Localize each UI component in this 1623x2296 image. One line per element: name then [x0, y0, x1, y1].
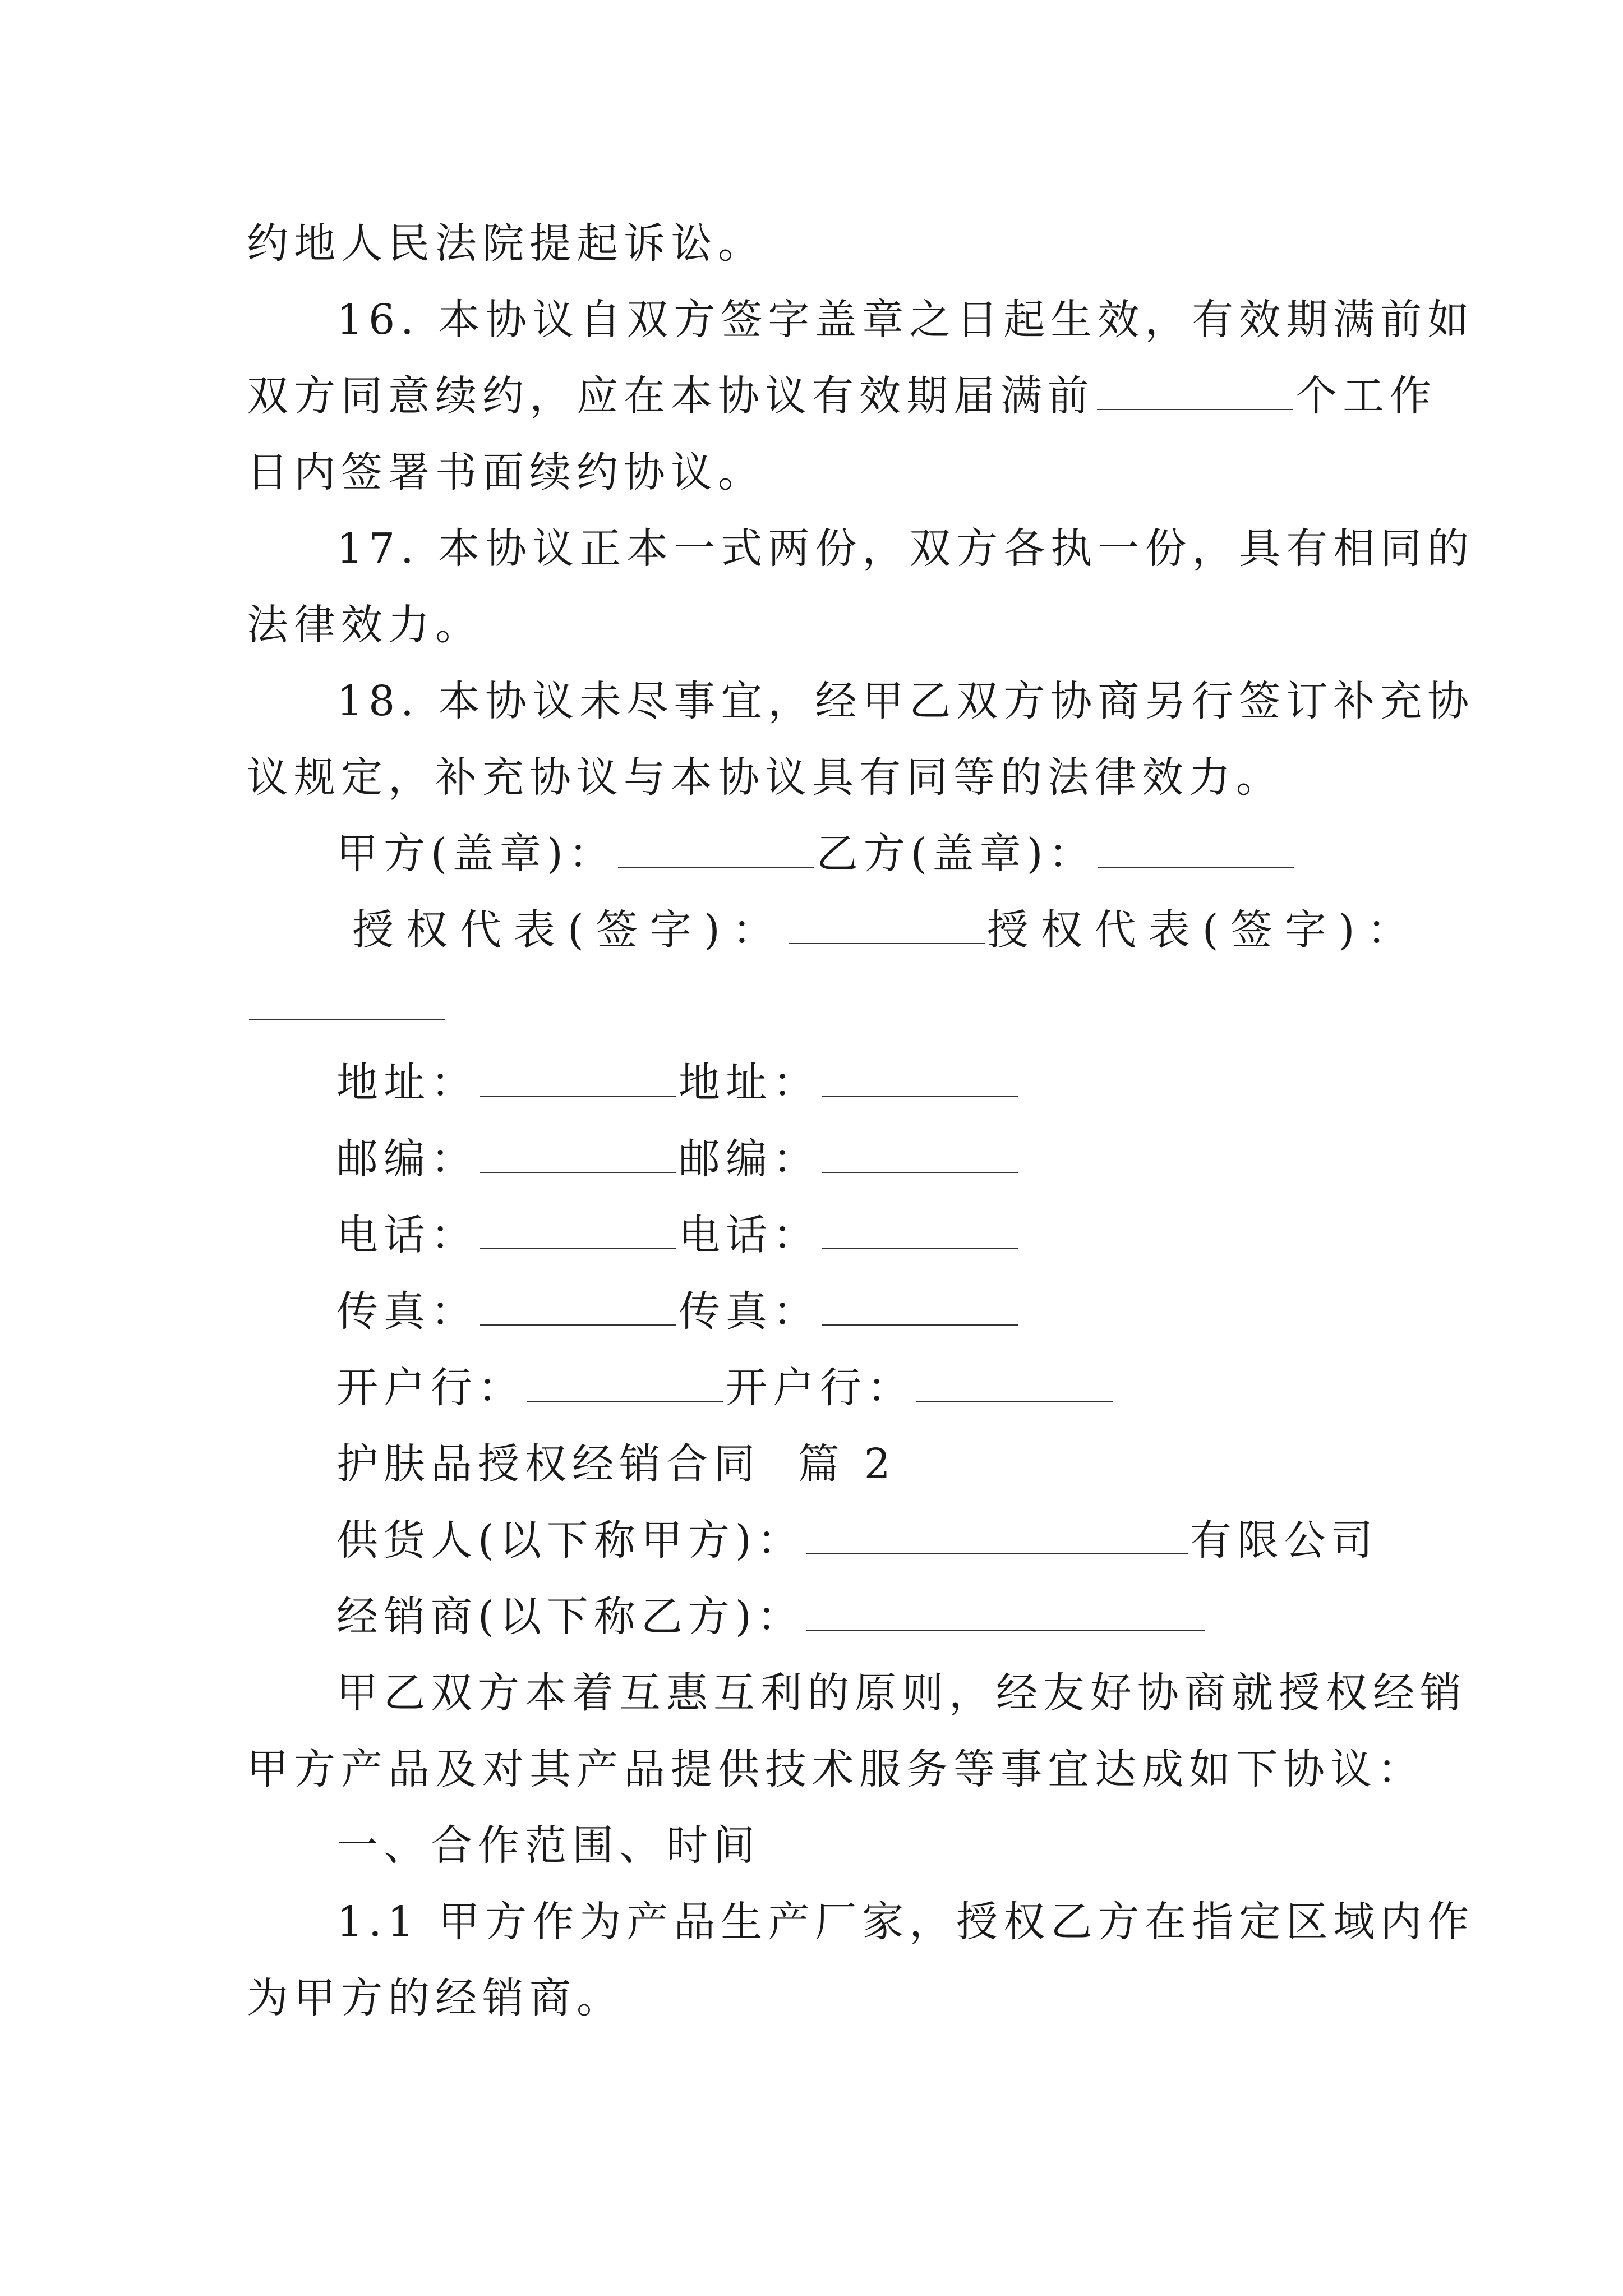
party-b-seal-label: 乙方(盖章)： — [816, 830, 1096, 878]
phone-row — [336, 1207, 1021, 1263]
heading: 一、合作范围、时间 — [336, 1821, 760, 1870]
text-segment: 双方同意续约，应在本协议有效期届满前 — [247, 372, 1095, 420]
clause-18: 18. 本协议未尽事宜，经甲乙双方协商另行签订补充协 — [336, 677, 1475, 725]
fax-a-label: 传真： — [336, 1287, 478, 1336]
supplier-suffix: 有限公司 — [1189, 1516, 1378, 1565]
text-line — [247, 368, 1437, 424]
phone-b-blank[interactable] — [822, 1214, 1018, 1249]
fax-b-blank[interactable] — [822, 1291, 1018, 1326]
dealer-row — [336, 1589, 1207, 1645]
signature-seal-row — [336, 826, 1297, 882]
phone-a-label: 电话： — [336, 1211, 478, 1259]
clause-16: 16. 本协议自双方签字盖章之日起生效，有效期满前如 — [336, 296, 1475, 344]
bank-b-blank[interactable] — [916, 1367, 1113, 1402]
clause-17: 17. 本协议正本一式两份，双方各执一份，具有相同的 — [336, 524, 1475, 573]
party-b-seal-blank[interactable] — [1098, 833, 1294, 868]
rep-b-label: 授权代表(签字)： — [986, 906, 1421, 954]
clause-1-1: 1.1 甲方作为产品生产厂家，授权乙方在指定区域内作 — [336, 1898, 1475, 1946]
phone-a-blank[interactable] — [480, 1214, 676, 1249]
text-line: 法律效力。 — [247, 601, 482, 649]
bank-a-label: 开户行： — [336, 1364, 525, 1412]
text-segment: 个工作 — [1295, 372, 1437, 420]
intro-line: 甲方产品及对其产品提供技术服务等事宜达成如下协议： — [247, 1745, 1424, 1793]
bank-a-blank[interactable] — [527, 1367, 723, 1402]
supplier-label: 供货人(以下称甲方)： — [336, 1516, 804, 1565]
postcode-b-blank[interactable] — [822, 1138, 1018, 1173]
rep-a-label: 授权代表(签字)： — [352, 906, 786, 954]
rep-b-blank[interactable] — [249, 986, 445, 1020]
address-row — [336, 1055, 1021, 1111]
postcode-row — [336, 1131, 1021, 1187]
text-line: 为甲方的经销商。 — [247, 1974, 624, 2022]
supplier-row — [336, 1512, 1378, 1568]
party-a-seal-blank[interactable] — [618, 833, 814, 868]
postcode-a-label: 邮编： — [336, 1135, 478, 1183]
fax-a-blank[interactable] — [480, 1291, 676, 1326]
rep-a-blank[interactable] — [789, 909, 985, 944]
address-a-blank[interactable] — [480, 1062, 676, 1097]
postcode-b-label: 邮编： — [679, 1135, 820, 1183]
text-line: 议规定，补充协议与本协议具有同等的法律效力。 — [247, 753, 1283, 802]
rep-b-line — [247, 978, 448, 1034]
text-line: 约地人民法院提起诉讼。 — [247, 219, 765, 268]
section-title: 护肤品授权经销合同 篇 2 — [336, 1440, 896, 1488]
dealer-label: 经销商(以下称乙方)： — [336, 1593, 804, 1641]
address-b-label: 地址： — [679, 1059, 820, 1107]
bank-b-label: 开户行： — [726, 1364, 914, 1412]
supplier-blank[interactable] — [806, 1520, 1188, 1554]
postcode-a-blank[interactable] — [480, 1138, 676, 1173]
fill-blank[interactable] — [1097, 375, 1293, 410]
phone-b-label: 电话： — [679, 1211, 820, 1259]
bank-row — [336, 1360, 1115, 1416]
text-line: 日内签署书面续约协议。 — [247, 448, 765, 496]
party-a-seal-label: 甲方(盖章)： — [336, 830, 616, 878]
fax-row — [336, 1283, 1021, 1340]
address-b-blank[interactable] — [822, 1062, 1018, 1097]
dealer-blank[interactable] — [806, 1596, 1205, 1631]
representative-row — [352, 902, 1421, 958]
address-a-label: 地址： — [336, 1059, 478, 1107]
intro-line: 甲乙双方本着互惠互利的原则，经友好协商就授权经销 — [336, 1669, 1467, 1717]
fax-b-label: 传真： — [679, 1287, 820, 1336]
